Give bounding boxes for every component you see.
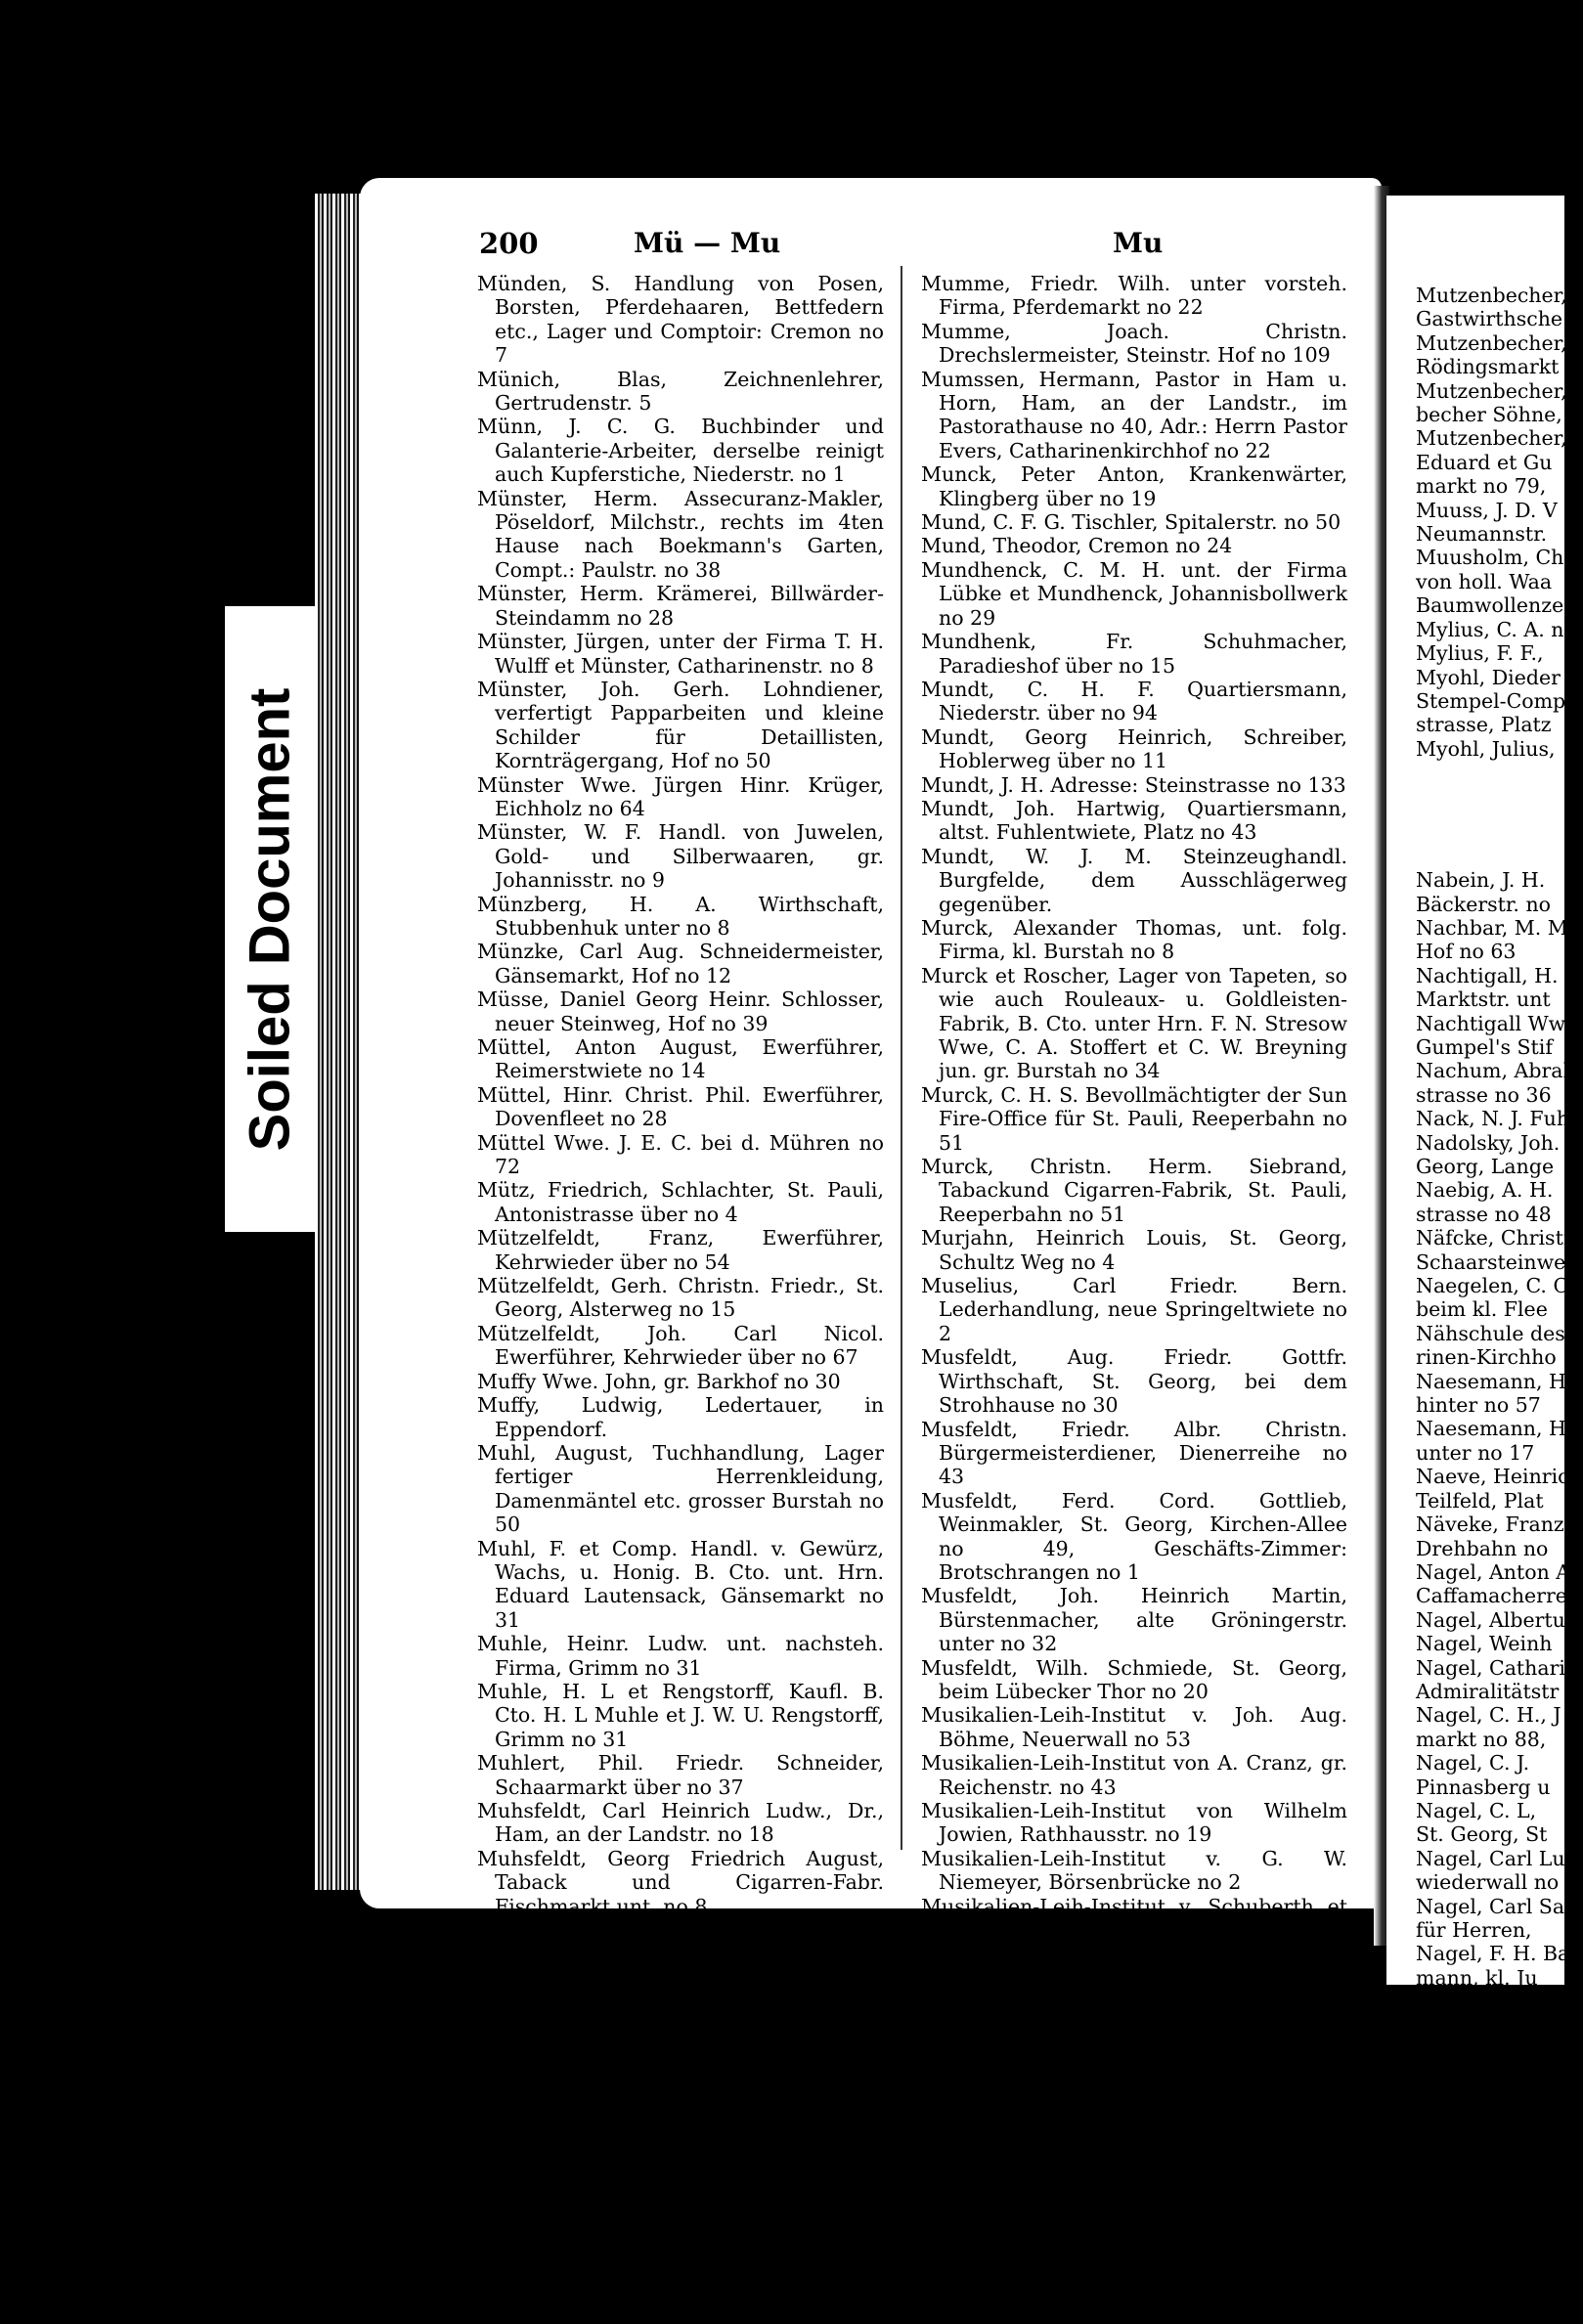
next-page-line: Nachum, Abrah [1416,1059,1576,1083]
next-page-line: Myohl, Dieder [1416,665,1561,689]
next-page-line: Gumpel's Stif [1416,1034,1553,1059]
directory-entry: Muhl, F. et Comp. Handl. v. Gewürz, Wachs, u. Honig. B. Cto. unt. Hrn. Eduard Lautensack, Gänsemarkt no 31 [477,1536,884,1632]
next-page-line: Nagel, Carl Lu [1416,1846,1565,1870]
next-page-line: Mutzenbecher, [1416,426,1567,451]
next-page-line: strasse, Platz [1416,713,1552,737]
column-divider [901,266,902,1850]
next-page-line: Nagel, H. Kleid [1416,1990,1572,2014]
directory-entry: Münden, S. Handlung von Posen, Borsten, Pferdehaaren, Bettfedern etc., Lager und Comptoir: Cremon no 7 [477,272,884,368]
next-page-line: Naebig, A. H. [1416,1178,1554,1203]
next-page-line: Nagel, Weinh [1416,1632,1553,1656]
next-page-line: Naeve, Heinrich [1416,1465,1582,1489]
directory-entry: Münzberg, H. A. Wirthschaft, Stubbenhuk unter no 8 [477,892,884,940]
next-page-line: Erholung no [1416,2038,1542,2062]
next-page-line: Mylius, C. A. n [1416,617,1564,641]
directory-entry: Murjahn, Heinrich Louis, St. Georg, Schultz Weg no 4 [921,1226,1347,1274]
next-page-column [1416,284,1582,2061]
next-page-line: Bäckerstr. no [1416,892,1552,916]
directory-entry: Mundt, C. H. F. Quartiersmann, Niederstr. über no 94 [921,677,1347,725]
directory-entry: Musfeldt, Wilh. Schmiede, St. Georg, beim Lübecker Thor no 20 [921,1655,1347,1703]
next-page-line: Nagel, C. J. [1416,1751,1530,1776]
directory-entry: Musikalien-Leih-Institut von Wilhelm Jowien, Rathhausstr. no 19 [921,1799,1347,1847]
next-page-line: Rödingsmarkt [1416,355,1560,379]
next-page-line: Naegelen, C. C. [1416,1274,1574,1298]
next-page-line: Nagel, Catharin [1416,1655,1579,1680]
next-page-line: Pinnasberg u [1416,1775,1551,1799]
directory-entry: Muhle, Heinr. Ludw. unt. nachsteh. Firma, Grimm no 31 [477,1632,884,1680]
next-page-line: Näveke, Franz [1416,1513,1564,1537]
directory-entry: Muhl, August, Tuchhandlung, Lager fertiger Herrenkleidung, Damenmäntel etc. grosser Burstah no 50 [477,1440,884,1537]
directory-entry: Musikalien-Leih-Institut v. Schuberth et Co. Bergstr. no 16 [921,1894,1347,1943]
directory-entry: Müttel, Anton August, Ewerführer, Reimerstwiete no 14 [477,1035,884,1083]
next-page-line: hinter no 57 [1416,1393,1541,1418]
next-page-line: Neumannstr. [1416,522,1548,547]
next-page-line: Admiralitätstr [1416,1679,1560,1703]
directory-entry: Mundt, W. J. M. Steinzeughandl. Burgfelde, dem Ausschlägerweg gegenüber. [921,844,1347,916]
next-page-line: Eduard et Gu [1416,450,1553,474]
next-page-line: Nähschule des [1416,1321,1565,1345]
header-right-range: Mu [1113,227,1164,259]
directory-entry: Mundhenck, C. M. H. unt. der Firma Lübke et Mundhenck, Johannisbollwerk no 29 [921,557,1347,630]
directory-entry: Mumssen, Hermann, Pastor in Ham u. Horn, Ham, an der Landstr., im Pastorathause no 40, Adr.: Herrn Pastor Evers, Catharinenkirchhof no 22 [921,367,1347,462]
next-page-line: für Herren, [1416,1918,1532,1942]
page-edges [315,194,362,1890]
directory-entry: Musikalien-Leih-Institut v. Joh. Aug. Böhme, Neuerwall no 53 [921,1703,1347,1751]
next-page-line: Teilfeld, Plat [1416,1488,1544,1513]
directory-entry: Müttel, Hinr. Christ. Phil. Ewerführer, Dovenfleet no 28 [477,1082,884,1131]
directory-entry: Mund, Theodor, Cremon no 24 [921,534,1233,558]
directory-entry: Muhsfeldt, Georg Friedrich August, Taback und Cigarren-Fabr. Fischmarkt unt. no 8 [477,1846,884,1918]
next-page-line: Nabein, J. H. [1416,868,1546,893]
next-page-line: Nack, N. J. Fuh [1416,1107,1570,1131]
next-page-line: Schaarsteinwe [1416,1250,1566,1274]
next-page-line: becher Söhne, [1416,403,1562,427]
next-page-line: Nachbar, M. M [1416,915,1568,940]
directory-entry: Mützelfeldt, Gerh. Christn. Friedr., St. Georg, Alsterweg no 15 [477,1274,884,1322]
next-page-line: Nagel, Albertus [1416,1607,1576,1632]
next-page-line: strasse no 48 [1416,1202,1552,1226]
directory-entry: Muhsfeldt, Carl Heinrich Ludw., Dr., Ham, an der Landstr. no 18 [477,1799,884,1847]
directory-entry: Mumme et Eckhardt, Tuchhandl. B. Cto. unter Hrn. Franz Burmester Wwe. et J. Ahrens, Pferdemarkt no 22 [477,2228,884,2301]
next-page-line: Mutzenbecher, J [1416,378,1582,403]
right-column [921,272,1347,2324]
next-page-line: Naesemann, H. [1416,1369,1573,1393]
directory-entry: Mundt, Joh. Hartwig, Quartiersmann, altst. Fuhlentwiete, Platz no 43 [921,796,1347,845]
left-column [477,272,884,2301]
next-page-fragment [1386,196,1583,2062]
next-page-line: Baumwollenze [1416,593,1564,618]
directory-entry: Mumme, Joach. Christn. Drechslermeister, Steinstr. Hof no 109 [921,319,1347,368]
directory-entry: Müsse, Daniel Georg Heinr. Schlosser, neuer Steinweg, Hof no 39 [477,987,884,1035]
directory-entry: Münster, Herm. Krämerei, Billwärder-Steindamm no 28 [477,582,884,630]
stamp-label: Soiled Document [238,687,302,1151]
next-page-line: Naesemann, H. [1416,1417,1573,1441]
next-page-line: Nachtigall Ww [1416,1011,1566,1035]
directory-entry: Mützelfeldt, Joh. Carl Nicol. Ewerführer, Kehrwieder über no 67 [477,1321,884,1370]
directory-entry: Muhle, H. L et Rengstorff, Kaufl. B. Cto. H. L Muhle et J. W. U. Rengstorff, Grimm no 31 [477,1679,884,1751]
directory-entry: Multhaupt, Johann Georg Eggert, unter der Firma J. G. Multhaupt et Co. Thee- und Gewürzhandlung, B. Cto. unt. Hrn. J. G Watty et Comp, St. Georg, Langereihe no 98 [477,2061,884,2181]
next-page-line: Muusholm, Chri [1416,546,1580,570]
next-page-line: markt no 88, [1416,1727,1547,1751]
directory-entry: Mutzenbecher Wwe. E. F., St. Georg, Hühnerposten no 19 [921,2084,1347,2133]
next-page-line: rinen-Kirchho [1416,1345,1557,1370]
directory-entry: Mundt, J. H. Adresse: Steinstrasse no 133 [921,772,1346,797]
directory-entry: Murck et Roscher, Lager von Tapeten, so wie auch Rouleaux- u. Goldleisten-Fabrik, B. Cto. unter Hrn. F. N. Stresow Wwe, C. A. Stoffert et C. W. Breyning jun. gr. Burstah no 34 [921,963,1347,1083]
next-page-line: Stempel-Comp [1416,688,1566,713]
directory-entry: Münster, Joh. Gerh. Lohndiener, verfertigt Papparbeiten und kleine Schilder für Detaillisten, Kornträgergang, Hof no 50 [477,677,884,773]
next-page-line: mann, kl. Ju [1416,1965,1538,1990]
next-page-line: Drehbahn no [1416,1536,1549,1560]
next-page-line: Georg, Lange [1416,1155,1555,1178]
directory-entry: Münster, W. F. Handl. von Juwelen, Gold- und Silberwaaren, gr. Johannisstr. no 9 [477,820,884,893]
next-page-line: von holl. Waa [1416,569,1553,593]
directory-entry: Mumme, Friedr. Wilh. unter vorsteh. Firma, Pferdemarkt no 22 [921,272,1347,320]
directory-entry: Musfeldt, Aug. Friedr. Gottfr. Wirthschaft, St. Georg, bei dem Strohhause no 30 [921,1345,1347,1418]
next-page-line: Marktstr. unt [1416,987,1551,1012]
directory-entry: Musfeldt, Friedr. Albr. Christn. Bürgermeisterdiener, Dienerreihe no 43 [921,1417,1347,1489]
page-header [360,227,1382,266]
directory-entry: Muhlert, Phil. Friedr. Schneider, Schaarmarkt über no 37 [477,1751,884,1799]
directory-entry: Multhaupt, Johann August Philipp, St. Georg, Langreihe no 97 [477,2013,884,2062]
directory-entry: Münich, Blas, Zeichnenlehrer, Gertrudenstr. 5 [477,367,884,416]
directory-entry: Münn, J. C. G. Buchbinder und Galanterie-Arbeiter, derselbe reinigt auch Kupferstiche, Niederstr. no 1 [477,415,884,487]
header-left-range: Mü — Mu [634,227,781,259]
directory-entry: Murck, Christn. Herm. Siebrand, Tabackund Cigarren-Fabrik, St. Pauli, Reeperbahn no 51 [921,1155,1347,1226]
directory-entry: Müttel Wwe. J. E. C. bei d. Mühren no 72 [477,1130,884,1179]
directory-entry: Münster, Jürgen, unter der Firma T. H. Wulff et Münster, Catharinenstr. no 8 [477,630,884,678]
next-page-line: beim kl. Flee [1416,1297,1548,1322]
directory-entry: Musikalien-Leih-Institut von A. Cranz, gr. Reichenstr. no 43 [921,1751,1347,1799]
next-page-line: Muuss, J. D. V [1416,498,1558,522]
directory-entry: Mutzenbecher, Franz Matthias, Dr. Med. et Chir. Hahntrapp no 8 [921,2132,1347,2181]
directory-entry: Mutzenbecher, Johann Arnold, unter obiger Firma, Rödingsmarkt no 19, O.-S. [921,2013,1347,2085]
directory-entry: Mutzenbecher, H. et Comp. Kaufleute, B. Cto. Hermann Mutzenbecher, Ferdinandstr. no 8 [921,2252,1347,2324]
next-page-line: Nadolsky, Joh. [1416,1130,1561,1155]
directory-entry: Mundt, Georg Heinrich, Schreiber, Hoblerweg über no 11 [921,724,1347,773]
directory-entry: Musikalien-Leih-Institut v. G. W. Niemeyer, Börsenbrücke no 2 [921,1846,1347,1895]
next-page-line: Myohl, Julius, [1416,736,1556,761]
directory-entry: Mundhenk, Fr. Schuhmacher, Paradieshof über no 15 [921,630,1347,678]
next-page-line: Nagel, C. L, [1416,1798,1537,1822]
directory-entry: Münster Wwe. Jürgen Hinr. Krüger, Eichholz no 64 [477,772,884,820]
directory-entry: Musfeldt, Ferd. Cord. Gottlieb, Weinmakler, St. Georg, Kirchen-Allee no 49, Geschäfts-Zimmer: Brotschrangen no 1 [921,1488,1347,1584]
next-page-line: St. Georg, St [1416,1822,1548,1847]
next-page-gap [1416,761,1582,868]
directory-entry: Muller, L. L. Graveur, Petschaft-, Stempel-, und Wappenstecher, verfertigt alle Arten Schablonen und Holzschnitte, gr. Reichenstrasse no 1 [477,1918,884,2014]
next-page-line: unter no 17 [1416,1440,1535,1465]
next-page-line: Mylius, F. F., [1416,641,1544,666]
next-page-line: Nachtigall, H. [1416,963,1559,987]
directory-entry: Münzke, Carl Aug. Schneidermeister, Gänsemarkt, Hof no 12 [477,940,884,987]
book-page [360,178,1382,2324]
next-page-line: Nagel, F. H. Ba [1416,1942,1570,1966]
directory-entry: Muffy Wwe. John, gr. Barkhof no 30 [477,1369,841,1393]
directory-entry: Muselius, Carl Friedr. Bern. Lederhandlung, neue Springeltwiete no 2 [921,1274,1347,1345]
directory-entry: Musfeldt, Joh. Heinrich Martin, Bürstenmacher, alte Gröningerstr. unter no 32 [921,1584,1347,1656]
next-page-line: wiederwall no [1416,1870,1560,1895]
directory-entry: Mund, C. F. G. Tischler, Spitalerstr. no 50 [921,510,1341,535]
next-page-line: Näfcke, Christi [1416,1226,1570,1250]
next-page-line: markt no 79, [1416,474,1547,499]
next-page-line: Mutzenbecher, I [1416,284,1582,307]
directory-entry: Munck, Peter Anton, Krankenwärter, Klingberg über no 19 [921,462,1347,510]
next-page-line: Mutzenbecher, . [1416,330,1580,355]
directory-entry: Muffy, Ludwig, Ledertauer, in Eppendorf. [477,1393,884,1441]
next-page-line: strasse no 36 [1416,1082,1552,1107]
page-number: 200 [479,227,539,260]
directory-entry: Murck, C. H. S. Bevollmächtigter der Sun Fire-Office für St. Pauli, Reeperbahn no 51 [921,1082,1347,1155]
next-page-line: Caffamacherre [1416,1584,1567,1608]
directory-entry: Murck, Alexander Thomas, unt. folg. Firma, kl. Burstah no 8 [921,915,1347,964]
directory-entry: Mutzenbecher, Gustav, unt. der Firma J. D. Mutzenbecher Söhne, Jungfernstieg no 2 [921,2180,1347,2253]
directory-entry: Mutzenbecher, Arnold, B. Cto. Joh. Arnold Mutzenbecher, Rödingsmarkt no 19, O.-S. [921,1942,1347,2014]
directory-entry: Mützelfeldt, Franz, Ewerführer, Kehrwieder über no 54 [477,1226,884,1274]
soiled-document-stamp [225,606,315,1232]
next-page-line: Nagel, C. H., J [1416,1703,1561,1728]
next-page-line: Nagel, Carl Sa [1416,1894,1565,1918]
next-page-line: Gastwirthsche [1416,307,1563,331]
directory-entry: Mütz, Friedrich, Schlachter, St. Pauli, Antonistrasse über no 4 [477,1178,884,1226]
next-page-line: Nagel, H. Schif [1416,2013,1571,2038]
directory-entry: Mumm, J. F. W. Schneidermeistr. Grasbrook, Langerweg, neben no 8 [477,2180,884,2228]
next-page-line: Nagel, Anton Au [1416,1559,1583,1584]
directory-entry: Münster, Herm. Assecuranz-Makler, Pöseldorf, Milchstr., rechts im 4ten Hause nach Boekmann's Garten, Compt.: Paulstr. no 38 [477,486,884,582]
next-page-line: Hof no 63 [1416,940,1517,964]
